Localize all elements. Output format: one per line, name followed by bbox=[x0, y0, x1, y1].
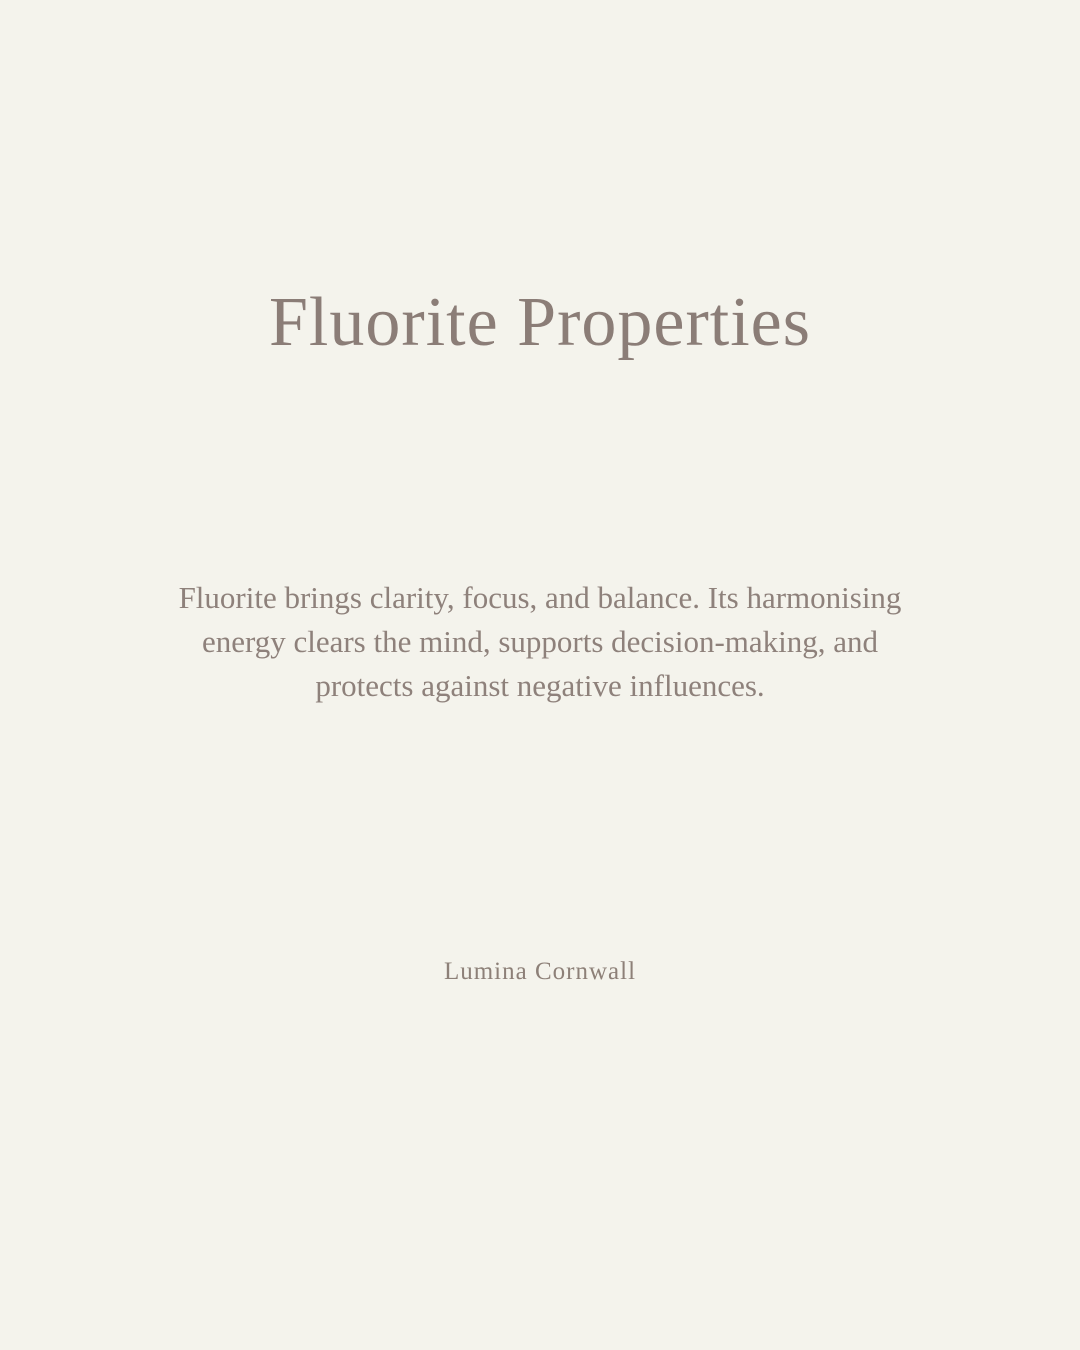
body-line: Fluorite brings clarity, focus, and balance. Its harmonising bbox=[178, 580, 902, 615]
brand-name: Lumina Cornwall bbox=[443, 958, 637, 985]
body-paragraph bbox=[150, 576, 930, 708]
page-title: Fluorite Properties bbox=[269, 284, 811, 361]
body-line: energy clears the mind, supports decision-making, and bbox=[201, 624, 879, 659]
body-line: protects against negative influences. bbox=[315, 668, 765, 703]
